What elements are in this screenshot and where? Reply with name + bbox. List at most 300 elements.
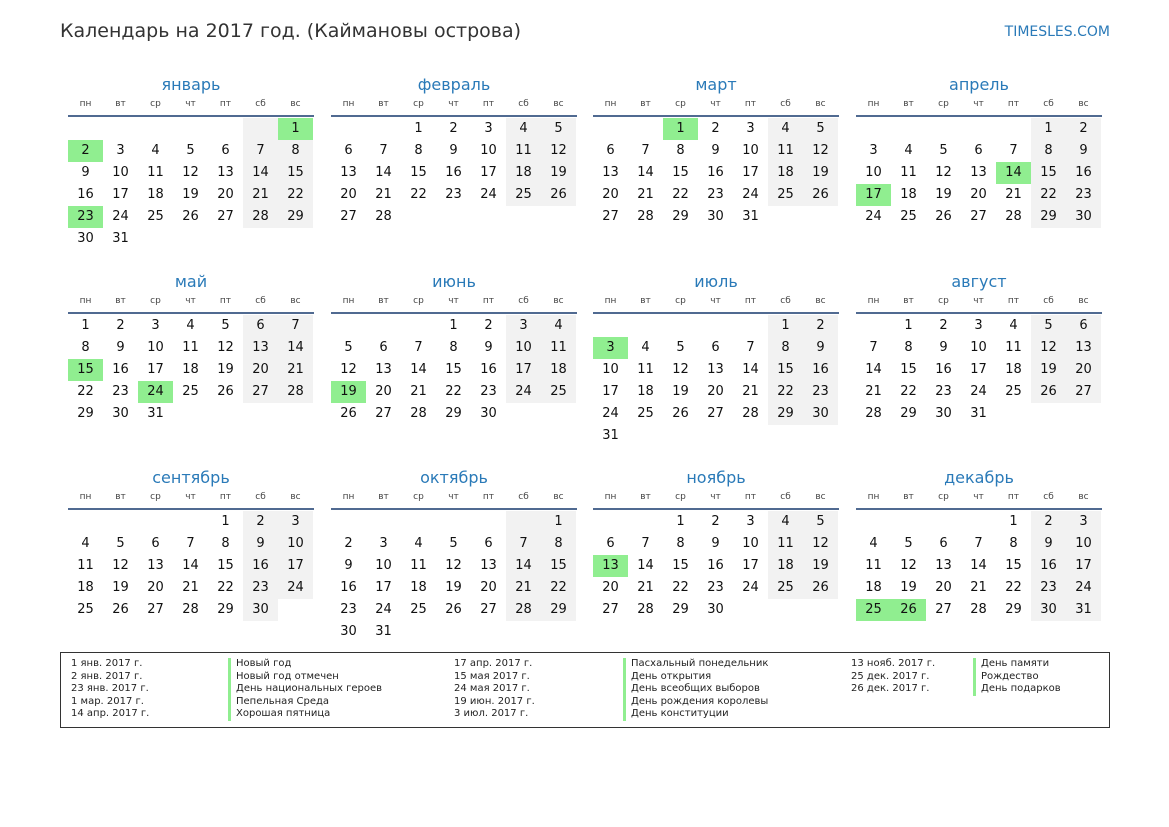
day-cell: 4 [768,118,803,140]
legend-date: 14 апр. 2017 г. [71,708,150,720]
day-cell: 2 [449,121,458,136]
day-cell: 23 [1031,577,1066,599]
day-cell: 11 [768,533,803,555]
holiday-day: 15 [68,359,103,381]
weekday-label: ср [675,492,686,502]
day-cell: 19 [803,555,838,577]
day-cell: 23 [445,187,462,202]
day-cell: 18 [410,580,427,595]
empty-cell [768,599,803,621]
empty-cell [243,228,278,250]
day-cell: 29 [1005,602,1022,617]
day-cell: 3 [1066,511,1101,533]
day-cell: 19 [182,187,199,202]
day-cell: 12 [541,140,576,162]
day-cell: 15 [217,558,234,573]
day-cell: 26 [112,602,129,617]
weekday-header [593,492,839,506]
weekday-label: сб [780,99,791,109]
weekday-label: сб [518,296,529,306]
day-cell: 27 [935,602,952,617]
day-cell: 24 [112,209,129,224]
day-cell: 28 [637,209,654,224]
day-cell: 1 [676,514,685,529]
day-cell: 2 [711,514,720,529]
day-grid [331,315,577,425]
weekday-label: вт [115,492,126,502]
day-cell: 11 [410,558,427,573]
day-cell: 15 [278,162,313,184]
empty-cell [173,403,208,425]
day-cell: 29 [278,206,313,228]
day-cell: 14 [970,558,987,573]
day-cell: 14 [278,337,313,359]
empty-cell [593,315,628,337]
empty-cell [208,228,243,250]
weekday-label: вт [903,492,914,502]
day-cell: 12 [182,165,199,180]
holiday-day: 25 [856,599,891,621]
legend-holiday-name: Рождество [973,671,1061,684]
weekday-label: ср [150,296,161,306]
empty-cell [856,511,891,533]
day-cell: 6 [484,536,493,551]
empty-cell [768,206,803,228]
month-9 [68,468,314,621]
weekday-label: сб [780,296,791,306]
day-cell: 21 [243,184,278,206]
weekday-label: пт [1007,296,1020,306]
day-cell: 25 [1005,384,1022,399]
day-cell: 25 [77,602,94,617]
day-cell: 9 [1031,533,1066,555]
empty-cell [278,599,313,621]
weekday-label: пт [1007,99,1020,109]
weekday-label: вт [640,296,651,306]
weekday-label: чт [448,99,459,109]
day-cell: 4 [1009,318,1018,333]
empty-cell [803,206,838,228]
day-cell: 9 [243,533,278,555]
day-cell: 14 [375,165,392,180]
day-cell: 16 [340,580,357,595]
day-cell: 14 [506,555,541,577]
day-cell: 21 [970,580,987,595]
day-cell: 26 [217,384,234,399]
holiday-day: 1 [278,118,313,140]
day-cell: 16 [480,362,497,377]
month-name: май [174,272,208,291]
day-cell: 12 [340,362,357,377]
day-cell: 18 [900,187,917,202]
day-cell: 20 [935,580,952,595]
legend-holiday-name: Пасхальный понедельник [623,658,768,671]
day-cell: 21 [865,384,882,399]
empty-cell [173,118,208,140]
day-cell: 13 [340,165,357,180]
day-cell: 23 [243,577,278,599]
day-cell: 5 [939,143,948,158]
empty-cell [401,206,436,228]
weekday-label: пт [1007,492,1020,502]
day-cell: 26 [672,406,689,421]
weekday-label: вс [815,492,826,502]
day-grid [593,511,839,621]
empty-cell [663,315,698,337]
weekday-label: вт [378,296,389,306]
day-cell: 27 [602,209,619,224]
legend-date: 1 мар. 2017 г. [71,695,144,707]
empty-cell [733,315,768,337]
day-cell: 1 [221,514,230,529]
legend-names-2 [623,658,768,721]
day-cell: 7 [974,536,983,551]
day-cell: 24 [506,381,541,403]
empty-cell [733,425,768,447]
day-cell: 17 [1066,555,1101,577]
weekday-label: вт [378,492,389,502]
day-cell: 21 [410,384,427,399]
empty-cell [366,118,401,140]
day-cell: 13 [375,362,392,377]
empty-cell [628,315,663,337]
day-cell: 6 [1066,315,1101,337]
day-cell: 29 [77,406,94,421]
weekday-header [331,296,577,310]
weekday-label: вс [1078,99,1089,109]
weekday-label: ср [938,492,949,502]
day-cell: 7 [186,536,195,551]
day-cell: 10 [970,340,987,355]
weekday-label: вс [290,296,301,306]
legend-holiday-name: День всеобщих выборов [623,683,768,696]
day-cell: 3 [506,315,541,337]
day-cell: 8 [1009,536,1018,551]
empty-cell [593,118,628,140]
day-cell: 2 [803,315,838,337]
day-cell: 15 [672,165,689,180]
day-cell: 6 [606,536,615,551]
day-cell: 31 [112,231,129,246]
legend-holiday-name: День открытия [623,671,768,684]
day-cell: 23 [112,384,129,399]
day-cell: 31 [970,406,987,421]
day-cell: 7 [414,340,423,355]
weekday-label: вт [115,296,126,306]
day-cell: 10 [742,536,759,551]
day-cell: 15 [410,165,427,180]
day-cell: 14 [865,362,882,377]
day-cell: 21 [278,359,313,381]
day-grid [68,315,314,425]
day-cell: 20 [480,580,497,595]
day-cell: 22 [77,384,94,399]
day-cell: 30 [1031,599,1066,621]
weekday-label: пн [342,492,355,502]
holiday-legend [60,652,1110,728]
month-name: октябрь [420,468,488,487]
day-cell: 9 [116,340,125,355]
day-cell: 29 [217,602,234,617]
day-cell: 19 [217,362,234,377]
day-cell: 13 [217,165,234,180]
legend-date: 2 янв. 2017 г. [71,670,143,682]
day-cell: 6 [711,340,720,355]
day-cell: 13 [480,558,497,573]
day-cell: 15 [768,359,803,381]
holiday-day: 13 [593,555,628,577]
day-cell: 5 [344,340,353,355]
day-cell: 2 [116,318,125,333]
empty-cell [278,228,313,250]
empty-cell [996,118,1031,140]
empty-cell [208,403,243,425]
month-8 [856,272,1102,425]
day-cell: 5 [221,318,230,333]
day-cell: 5 [803,511,838,533]
weekday-label: ср [413,296,424,306]
day-cell: 14 [243,162,278,184]
header-rule [68,508,314,510]
weekday-label: пн [79,492,92,502]
weekday-label: вс [815,99,826,109]
day-cell: 20 [602,580,619,595]
day-cell: 14 [182,558,199,573]
weekday-label: сб [518,99,529,109]
site-link[interactable]: TIMESLES.COM [1004,24,1110,40]
legend-holiday-name: День рождения королевы [623,696,768,709]
empty-cell [436,511,471,533]
day-cell: 19 [445,580,462,595]
weekday-label: вт [378,99,389,109]
day-cell: 17 [742,165,759,180]
day-cell: 9 [939,340,948,355]
month-name: декабрь [944,468,1014,487]
day-cell: 18 [182,362,199,377]
empty-cell [68,511,103,533]
legend-date: 17 апр. 2017 г. [454,658,533,669]
day-cell: 7 [641,143,650,158]
empty-cell [103,511,138,533]
day-cell: 19 [541,162,576,184]
weekday-label: чт [973,296,984,306]
weekday-label: сб [1043,492,1054,502]
day-cell: 3 [746,514,755,529]
empty-cell [856,315,891,337]
empty-cell [541,621,576,643]
day-cell: 16 [707,165,724,180]
weekday-label: чт [710,492,721,502]
weekday-header [331,492,577,506]
day-cell: 25 [768,184,803,206]
day-cell: 2 [484,318,493,333]
empty-cell [331,315,366,337]
day-cell: 25 [506,184,541,206]
day-cell: 21 [182,580,199,595]
empty-cell [68,118,103,140]
day-cell: 17 [480,165,497,180]
weekday-label: чт [710,296,721,306]
empty-cell [506,403,541,425]
day-cell: 17 [742,558,759,573]
day-cell: 11 [147,165,164,180]
empty-cell [103,118,138,140]
empty-cell [926,118,961,140]
legend-date: 25 дек. 2017 г. [851,670,930,682]
day-cell: 23 [480,384,497,399]
day-cell: 9 [1066,140,1101,162]
holiday-day: 17 [856,184,891,206]
empty-cell [541,403,576,425]
day-cell: 8 [541,533,576,555]
day-cell: 20 [602,187,619,202]
month-1 [68,75,314,250]
day-cell: 1 [768,315,803,337]
day-cell: 7 [243,140,278,162]
day-cell: 1 [904,318,913,333]
day-cell: 27 [340,209,357,224]
day-cell: 5 [904,536,913,551]
day-cell: 14 [637,165,654,180]
month-3 [593,75,839,228]
day-cell: 2 [1066,118,1101,140]
weekday-label: пт [219,492,232,502]
day-cell: 13 [1066,337,1101,359]
day-grid [331,118,577,228]
day-cell: 31 [742,209,759,224]
legend-holiday-name: День национальных героев [228,683,382,696]
weekday-label: вт [640,99,651,109]
day-cell: 12 [935,165,952,180]
day-cell: 18 [147,187,164,202]
empty-cell [961,118,996,140]
weekday-header [593,99,839,113]
day-cell: 5 [1031,315,1066,337]
day-cell: 23 [935,384,952,399]
empty-cell [366,315,401,337]
weekday-label: чт [710,99,721,109]
day-cell: 7 [746,340,755,355]
day-cell: 20 [707,384,724,399]
day-cell: 9 [81,165,90,180]
day-cell: 26 [803,184,838,206]
day-cell: 17 [112,187,129,202]
month-name: апрель [949,75,1009,94]
day-cell: 5 [116,536,125,551]
day-cell: 3 [974,318,983,333]
day-cell: 18 [865,580,882,595]
legend-date: 23 янв. 2017 г. [71,683,149,695]
day-cell: 29 [672,209,689,224]
day-cell: 8 [676,143,685,158]
day-cell: 15 [1031,162,1066,184]
weekday-label: пт [482,296,495,306]
empty-cell [593,511,628,533]
day-cell: 27 [243,381,278,403]
legend-dates-2 [454,658,535,721]
weekday-label: пн [342,296,355,306]
weekday-label: вс [553,99,564,109]
legend-date: 13 нояб. 2017 г. [851,658,936,669]
day-cell: 28 [970,602,987,617]
day-cell: 22 [217,580,234,595]
day-cell: 12 [1031,337,1066,359]
weekday-label: сб [255,296,266,306]
weekday-label: пт [744,99,757,109]
day-cell: 19 [900,580,917,595]
weekday-label: пт [482,492,495,502]
weekday-label: вт [903,99,914,109]
day-cell: 28 [1005,209,1022,224]
day-cell: 27 [707,406,724,421]
day-cell: 16 [77,187,94,202]
day-cell: 18 [506,162,541,184]
day-grid [856,511,1102,621]
day-cell: 11 [637,362,654,377]
day-cell: 10 [147,340,164,355]
day-cell: 10 [602,362,619,377]
day-cell: 22 [1005,580,1022,595]
weekday-label: чт [973,99,984,109]
day-cell: 23 [707,580,724,595]
day-cell: 8 [1031,140,1066,162]
empty-cell [331,118,366,140]
day-cell: 4 [641,340,650,355]
day-cell: 27 [147,602,164,617]
day-grid [593,315,839,447]
day-cell: 8 [414,143,423,158]
weekday-label: вс [553,492,564,502]
day-cell: 17 [278,555,313,577]
empty-cell [961,511,996,533]
day-cell: 9 [711,536,720,551]
day-cell: 15 [541,555,576,577]
weekday-header [856,99,1102,113]
weekday-label: ср [675,296,686,306]
day-cell: 12 [217,340,234,355]
empty-cell [173,511,208,533]
day-cell: 13 [243,337,278,359]
day-cell: 1 [1031,118,1066,140]
empty-cell [698,425,733,447]
header-rule [856,312,1102,314]
day-cell: 6 [379,340,388,355]
day-cell: 18 [541,359,576,381]
day-cell: 11 [768,140,803,162]
day-cell: 17 [375,580,392,595]
day-cell: 4 [186,318,195,333]
weekday-label: пт [219,296,232,306]
day-cell: 18 [768,555,803,577]
legend-holiday-name: Пепельная Среда [228,696,382,709]
weekday-header [68,99,314,113]
day-cell: 16 [935,362,952,377]
day-cell: 28 [182,602,199,617]
day-cell: 20 [243,359,278,381]
day-cell: 14 [742,362,759,377]
legend-date: 3 июл. 2017 г. [454,708,529,720]
day-cell: 4 [904,143,913,158]
day-cell: 28 [278,381,313,403]
day-cell: 22 [768,381,803,403]
day-cell: 23 [803,381,838,403]
day-cell: 15 [900,362,917,377]
day-cell: 20 [1066,359,1101,381]
empty-cell [278,403,313,425]
weekday-label: пт [482,99,495,109]
weekday-label: сб [255,492,266,502]
day-cell: 8 [81,340,90,355]
